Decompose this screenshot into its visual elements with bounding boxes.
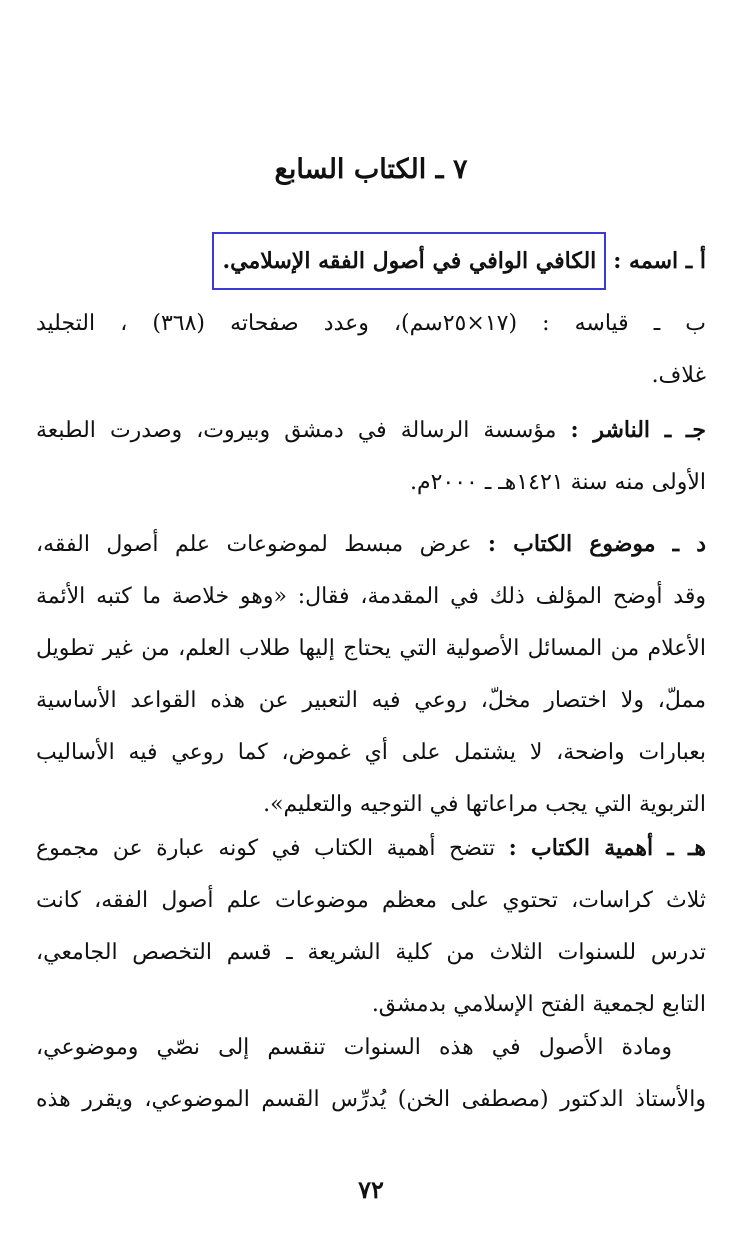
section-heading: ٧ ـ الكتاب السابع — [274, 154, 468, 185]
importance-line-1 — [36, 822, 706, 875]
importance-text: تتضح أهمية الكتاب في كونه عبارة عن مجموع — [36, 836, 496, 861]
size-line-1: ب ـ قياسه : (١٧×٢٥سم)، وعدد صفحاته (٣٦٨) ، التجليد — [36, 311, 706, 336]
name-paragraph — [36, 232, 706, 290]
name-label: أ ـ اسمه : — [613, 248, 706, 274]
page-number: ٧٢ — [358, 1175, 384, 1204]
topic-line-4: مملّ، ولا اختصار مخلّ، روعي فيه التعبير عن هذه القواعد الأساسية — [36, 688, 706, 713]
topic-line-2: وقد أوضح المؤلف ذلك في المقدمة، فقال: «وهو خلاصة ما كتبه الأئمة — [36, 584, 706, 609]
topic-label: د ـ موضوع الكتاب : — [487, 531, 706, 557]
importance-line-2: ثلاث كراسات، تحتوي على معظم موضوعات علم أصول الفقه، كانت — [36, 888, 706, 913]
book-name-highlight: الكافي الوافي في أصول الفقه الإسلامي. — [212, 232, 606, 290]
size-paragraph — [36, 298, 706, 402]
publisher-paragraph — [36, 404, 706, 509]
material-line-2: والأستاذ الدكتور (مصطفى الخن) يُدرِّس القسم الموضوعي، ويقرر هذه — [36, 1087, 706, 1112]
material-line-1: ومادة الأصول في هذه السنوات تنقسم إلى نصّي وموضوعي، — [36, 1035, 672, 1060]
topic-line-5: بعبارات واضحة، لا يشتمل على أي غموض، كما روعي فيه الأساليب — [36, 740, 706, 765]
name-line — [36, 232, 706, 290]
importance-label: هـ ـ أهمية الكتاب : — [508, 835, 706, 861]
topic-line-6: التربوية التي يجب مراعاتها في التوجيه والتعليم». — [263, 792, 706, 817]
size-line-2: غلاف. — [651, 363, 706, 388]
importance-line-3: تدرس للسنوات الثلاث من كلية الشريعة ـ قسم التخصص الجامعي، — [36, 940, 706, 965]
topic-text: عرض مبسط لموضوعات علم أصول الفقه، — [36, 532, 472, 557]
material-paragraph — [36, 1022, 706, 1126]
publisher-label: جـ ـ الناشر : — [570, 417, 706, 443]
importance-line-4: التابع لجمعية الفتح الإسلامي بدمشق. — [371, 992, 706, 1017]
publisher-line-1 — [36, 404, 706, 457]
publisher-text: مؤسسة الرسالة في دمشق وبيروت، وصدرت الطبعة — [36, 418, 557, 443]
topic-line-3: الأعلام من المسائل الأصولية التي يحتاج إليها طلاب العلم، من غير تطويل — [36, 636, 706, 661]
topic-paragraph — [36, 518, 706, 831]
publisher-line-2: الأولى منه سنة ١٤٢١هـ ـ ٢٠٠٠م. — [409, 470, 706, 495]
importance-paragraph — [36, 822, 706, 1031]
topic-line-1 — [36, 518, 706, 571]
